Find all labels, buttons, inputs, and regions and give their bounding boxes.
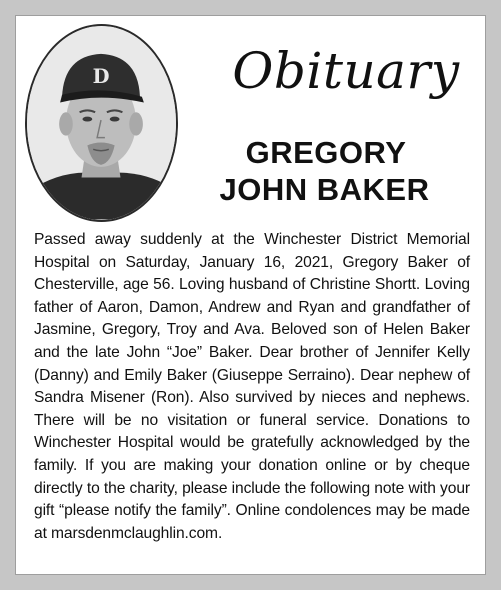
- portrait-photo: [25, 24, 178, 222]
- deceased-name-first-line: GREGORY: [245, 135, 407, 170]
- obituary-heading: Obituary: [232, 42, 460, 100]
- cap-logo: D: [92, 65, 110, 89]
- portrait-illustration: [27, 26, 176, 220]
- obituary-card: [15, 15, 486, 575]
- deceased-name-second-line: JOHN BAKER: [219, 172, 430, 207]
- obituary-body-text: Passed away suddenly at the Winchester District Memorial Hospital on Saturday, January 16, 2021, Gregory Baker of Chesterville, age 56. Loving husband of Christine Shortt. Loving father of Aaron, Damon, Andrew and Ryan and grandfather of Jasmine, Gregory, Troy and Ava. Beloved son of Helen Baker and the late John “Joe” Baker. Dear brother of Jennifer Kelly (Danny) and Emily Baker (Giuseppe Serraino). Dear nephew of Sandra Misener (Ron). Also survived by nieces and nephews. There will be no visitation or funeral service. Donations to Winchester Hospital would be gratefully acknowledged by the family. If you are making your donation online or by cheque directly to the charity, please include the following note with your gift “please notify the family”. Online condolences may be made at marsdenmclaughlin.com.: [34, 231, 470, 542]
